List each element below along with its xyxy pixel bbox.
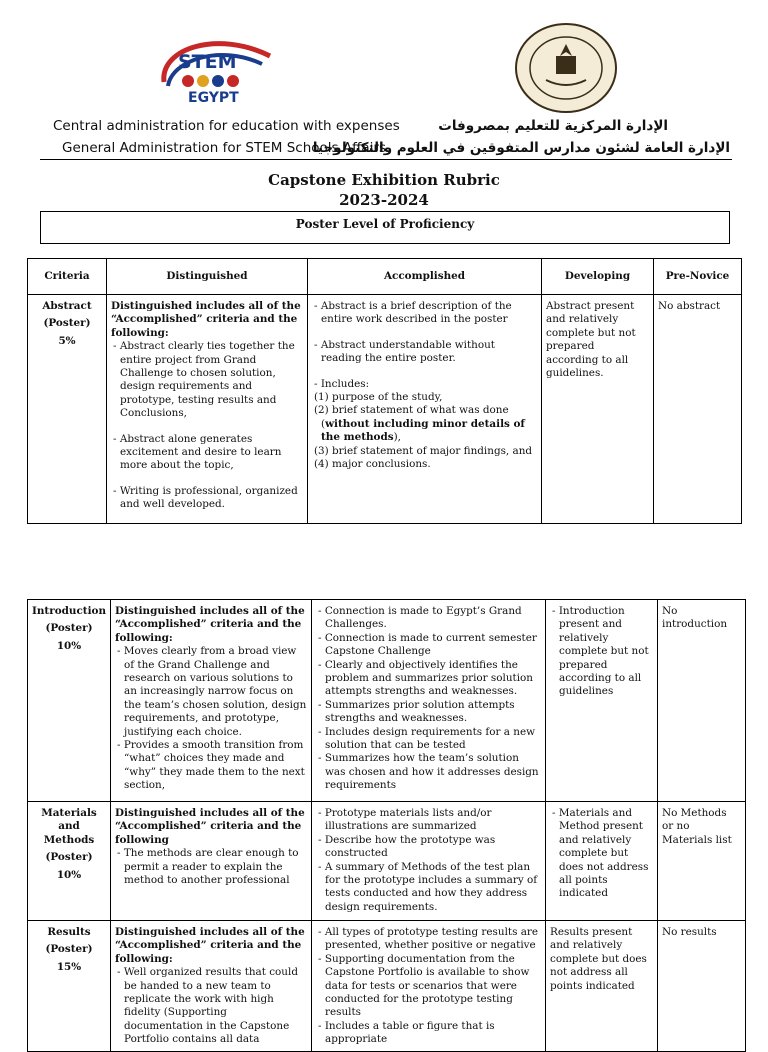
criteria-cell: Introduction (Poster) 10% <box>28 600 111 802</box>
col-header-accomplished: Accomplished <box>308 259 542 295</box>
header-arabic-line-2: الإدارة العامة لشئون مدارس المتفوقين في العلوم والتكنولوجيا <box>312 140 730 156</box>
table-row-results <box>28 921 746 1052</box>
distinguished-cell: Distinguished includes all of the “Accomplished” criteria and the following: - Moves clearly from a broad view of the Grand Challenge and research on various solutions to an increasingly narrow focus on the team’s chosen solution, design requirements, and prototype, justifying each choice. - Provides a smooth transition from “what” choices they made and “why” they made them to the next section, <box>111 600 312 802</box>
header-divider <box>40 159 732 160</box>
pre-novice-cell: No results <box>658 921 746 1052</box>
distinguished-cell: Distinguished includes all of the “Accomplished” criteria and the following: - Well organized results that could be handed to a new team to replicate the work with high fidelity (Supporting documentation in the Capstone Portfolio contains all data <box>111 921 312 1052</box>
svg-text:STEM: STEM <box>178 51 237 73</box>
accomplished-cell: - Abstract is a brief description of the entire work described in the poster - Abstract understandable without reading the entire poster. - Includes: (1) purpose of the study, (2) brief statement of what was done (without including minor details of the methods), (3) brief statement of major findings, and (4) major conclusions. <box>308 295 542 524</box>
table-row-introduction <box>28 600 746 802</box>
developing-cell: Results present and relatively complete but does not address all points indicated <box>546 921 658 1052</box>
page-header <box>0 0 768 165</box>
document-title: Capstone Exhibition Rubric <box>268 171 500 189</box>
accomplished-cell: - All types of prototype testing results are presented, whether positive or negative - Supporting documentation from the Capstone Portfolio is available to show data for tests or scenarios that were conducted for the prototype testing results - Includes a table or figure that is appropriate <box>312 921 546 1052</box>
pre-novice-cell: No introduction <box>658 600 746 802</box>
accomplished-cell: - Prototype materials lists and/or illustrations are summarized - Describe how the prototype was constructed - A summary of Methods of the test plan for the prototype includes a summary of tests conducted and how they address design requirements. <box>312 802 546 921</box>
table-row-abstract <box>28 295 742 524</box>
accomplished-cell: - Connection is made to Egypt’s Grand Challenges. - Connection is made to current semester Capstone Challenge - Clearly and objectively identifies the problem and summarizes prior solution attempts strengths and weaknesses. - Summarizes prior solution attempts strengths and weaknesses. - Includes design requirements for a new solution that can be tested - Summarizes how the team’s solution was chosen and how it addresses design requirements <box>312 600 546 802</box>
developing-cell: - Introduction present and relatively complete but not prepared according to all guidelines <box>546 600 658 802</box>
pre-novice-cell: No Methods or no Materials list <box>658 802 746 921</box>
table-row-materials-methods <box>28 802 746 921</box>
rubric-table-continued <box>27 599 746 1052</box>
developing-cell: Abstract present and relatively complete but not prepared according to all guidelines. <box>542 295 654 524</box>
developing-cell: - Materials and Method present and relatively complete but does not address all points indicated <box>546 802 658 921</box>
col-header-criteria: Criteria <box>28 259 107 295</box>
stem-egypt-logo <box>158 30 278 108</box>
distinguished-cell: Distinguished includes all of the “Accomplished” criteria and the following: - Abstract clearly ties together the entire project from Grand Challenge to chosen solution, design requirements and prototype, testing results and Conclusions, - Abstract alone generates excitement and desire to learn more about the topic, - Writing is professional, organized and well developed. <box>107 295 308 524</box>
header-arabic-line-1: الإدارة المركزية للتعليم بمصروفات <box>438 118 668 134</box>
ministry-seal-logo <box>512 22 620 114</box>
header-english-line-1: Central administration for education with expenses <box>53 118 400 134</box>
rubric-table-abstract <box>27 258 742 524</box>
header-english-line-2: General Administration for STEM Schools Affairs <box>62 140 386 156</box>
col-header-pre-novice: Pre-Novice <box>654 259 742 295</box>
table-header-row <box>28 259 742 295</box>
distinguished-cell: Distinguished includes all of the “Accomplished” criteria and the following - The methods are clear enough to permit a reader to explain the method to another professional <box>111 802 312 921</box>
svg-text:EGYPT: EGYPT <box>188 90 239 106</box>
criteria-cell: Abstract (Poster) 5% <box>28 295 107 524</box>
col-header-developing: Developing <box>542 259 654 295</box>
level-heading-box: Poster Level of Proficiency <box>40 211 730 244</box>
document-year: 2023-2024 <box>339 191 429 209</box>
criteria-cell: Materials and Methods (Poster) 10% <box>28 802 111 921</box>
pre-novice-cell: No abstract <box>654 295 742 524</box>
col-header-distinguished: Distinguished <box>107 259 308 295</box>
criteria-cell: Results (Poster) 15% <box>28 921 111 1052</box>
